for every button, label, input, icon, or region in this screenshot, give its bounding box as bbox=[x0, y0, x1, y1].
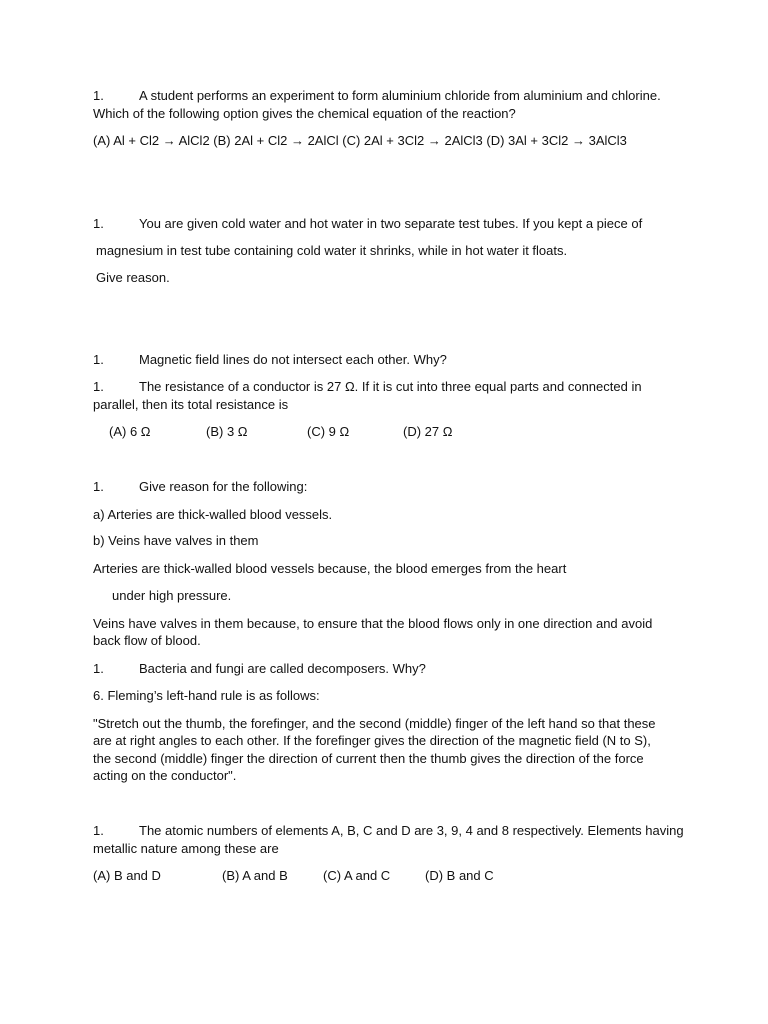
q4-option-b: (B) 3 Ω bbox=[206, 424, 248, 439]
q2-line1: You are given cold water and hot water in two separate test tubes. If you kept a piece of bbox=[139, 216, 643, 231]
q2-line2: magnesium in test tube containing cold water it shrinks, while in hot water it floats. bbox=[96, 243, 568, 258]
q7-option-a: (A) B and D bbox=[93, 868, 161, 883]
fleming-heading: 6. Fleming’s left-hand rule is as follows: bbox=[93, 688, 320, 703]
q5-answer2-line2: back flow of blood. bbox=[93, 633, 201, 648]
q7-option-c: (C) A and C bbox=[323, 868, 391, 883]
fleming-line2: are at right angles to each other. If the forefinger gives the direction of the magnetic field (N to S), bbox=[93, 733, 651, 748]
q4-option-a: (A) 6 Ω bbox=[109, 424, 151, 439]
q6-number: 1. bbox=[93, 661, 104, 676]
fleming-line1: "Stretch out the thumb, the forefinger, and the second (middle) finger of the left hand so that these bbox=[93, 716, 656, 731]
q4-number: 1. bbox=[93, 379, 104, 394]
q7-line2: metallic nature among these are bbox=[93, 841, 279, 856]
q4-option-d: (D) 27 Ω bbox=[403, 424, 453, 439]
q5-text: Give reason for the following: bbox=[139, 479, 308, 494]
q2-line3: Give reason. bbox=[96, 270, 170, 285]
q2-number: 1. bbox=[93, 216, 104, 231]
q4-line1: The resistance of a conductor is 27 Ω. If it is cut into three equal parts and connected in bbox=[139, 379, 642, 394]
q5-answer2-line1: Veins have valves in them because, to ensure that the blood flows only in one direction and avoid bbox=[93, 616, 653, 631]
q1-options: (A) Al + Cl2 → AlCl2 (B) 2Al + Cl2 → 2AlCl (C) 2Al + 3Cl2 → 2AlCl3 (D) 3Al + 3Cl2 → 3AlCl3 bbox=[93, 133, 627, 148]
q7-number: 1. bbox=[93, 823, 104, 838]
q5-answer1-line1: Arteries are thick-walled blood vessels because, the blood emerges from the heart bbox=[93, 561, 567, 576]
q1-number: 1. bbox=[93, 88, 104, 103]
fleming-line3: the second (middle) finger the direction of current then the thumb gives the direction of the force bbox=[93, 751, 644, 766]
q4-line2: parallel, then its total resistance is bbox=[93, 397, 289, 412]
q7-line1: The atomic numbers of elements A, B, C and D are 3, 9, 4 and 8 respectively. Elements having bbox=[139, 823, 684, 838]
q3-text: Magnetic field lines do not intersect each other. Why? bbox=[139, 352, 447, 367]
q5-part-b: b) Veins have valves in them bbox=[93, 533, 259, 548]
q1-line1: A student performs an experiment to form aluminium chloride from aluminium and chlorine. bbox=[139, 88, 661, 103]
q6-text: Bacteria and fungi are called decomposers. Why? bbox=[139, 661, 426, 676]
q5-number: 1. bbox=[93, 479, 104, 494]
q4-option-c: (C) 9 Ω bbox=[307, 424, 350, 439]
q5-part-a: a) Arteries are thick-walled blood vessels. bbox=[93, 507, 333, 522]
q7-option-d: (D) B and C bbox=[425, 868, 494, 883]
fleming-line4: acting on the conductor". bbox=[93, 768, 237, 783]
q3-number: 1. bbox=[93, 352, 104, 367]
q5-answer1-line2: under high pressure. bbox=[112, 588, 232, 603]
q7-option-b: (B) A and B bbox=[222, 868, 288, 883]
q1-line2: Which of the following option gives the chemical equation of the reaction? bbox=[93, 106, 516, 121]
